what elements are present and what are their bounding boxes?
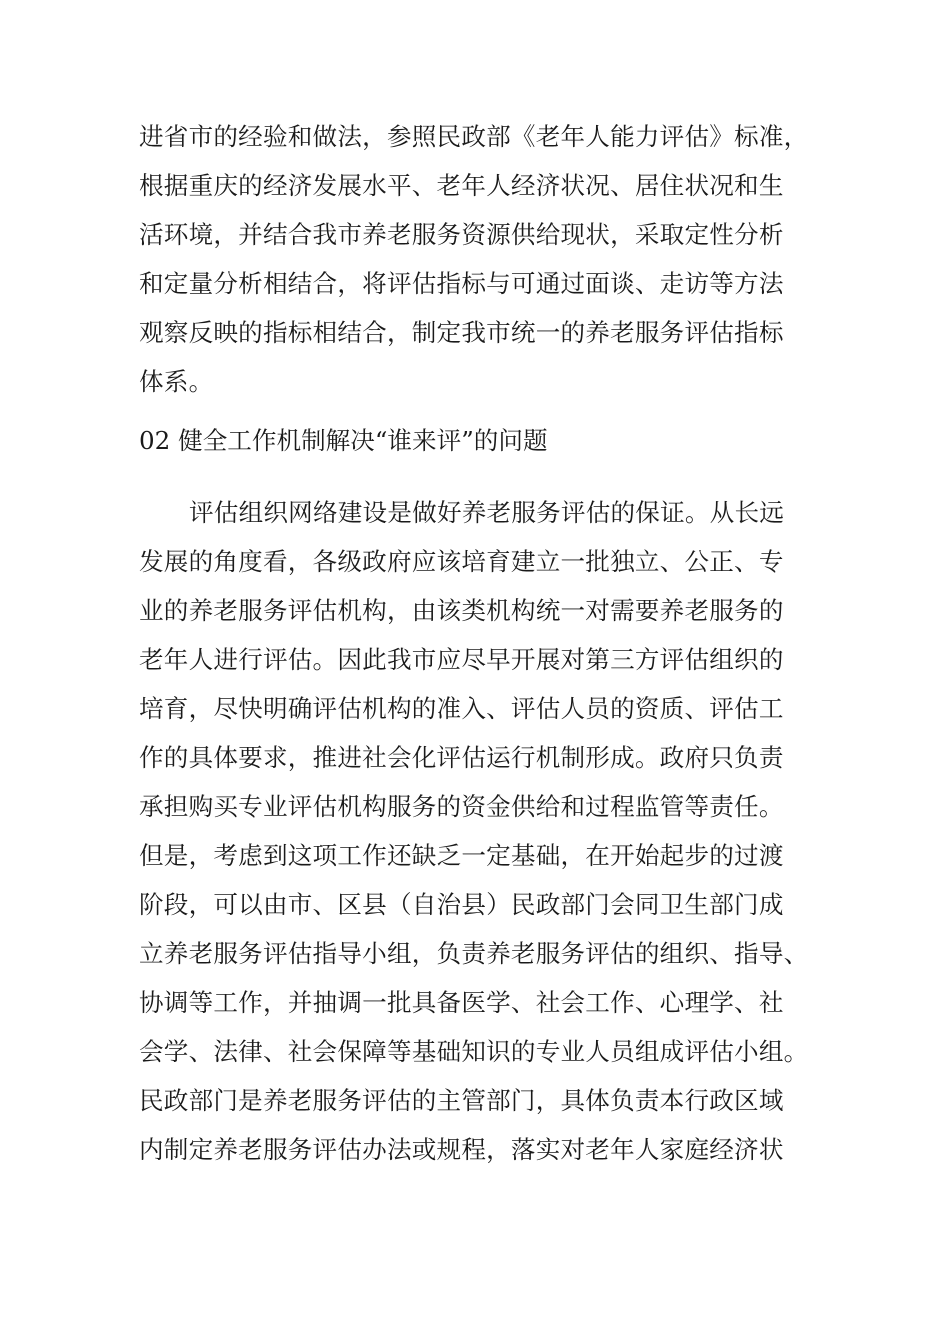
paragraph-line: 发展的角度看，各级政府应该培育建立一批独立、公正、专 (139, 547, 784, 576)
paragraph-line: 和定量分析相结合，将评估指标与可通过面谈、走访等方法 (139, 269, 784, 298)
paragraph-line: 承担购买专业评估机构服务的资金供给和过程监管等责任。 (139, 792, 784, 821)
paragraph-line: 会学、法律、社会保障等基础知识的专业人员组成评估小组。 (139, 1037, 809, 1066)
paragraph-line: 根据重庆的经济发展水平、老年人经济状况、居住状况和生 (139, 171, 784, 200)
paragraph-line: 阶段，可以由市、区县（自治县）民政部门会同卫生部门成 (139, 890, 784, 919)
paragraph-line: 协调等工作，并抽调一批具备医学、社会工作、心理学、社 (139, 988, 784, 1017)
paragraph-line: 作的具体要求，推进社会化评估运行机制形成。政府只负责 (139, 743, 784, 772)
paragraph-line: 活环境，并结合我市养老服务资源供给现状，采取定性分析 (139, 220, 784, 249)
paragraph-work-mechanism (139, 488, 829, 1174)
paragraph-line: 体系。 (139, 367, 214, 396)
paragraph-line: 观察反映的指标相结合，制定我市统一的养老服务评估指标 (139, 318, 784, 347)
paragraph-evaluation-standard (139, 112, 829, 406)
paragraph-line: 民政部门是养老服务评估的主管部门，具体负责本行政区域 (139, 1086, 784, 1115)
paragraph-line: 进省市的经验和做法，参照民政部《老年人能力评估》标准， (139, 122, 809, 151)
section-heading: 02 健全工作机制解决“谁来评”的问题 (139, 426, 548, 455)
paragraph-line: 老年人进行评估。因此我市应尽早开展对第三方评估组织的 (139, 645, 784, 674)
paragraph-line: 内制定养老服务评估办法或规程，落实对老年人家庭经济状 (139, 1135, 784, 1164)
paragraph-line: 但是，考虑到这项工作还缺乏一定基础，在开始起步的过渡 (139, 841, 784, 870)
paragraph-line: 培育，尽快明确评估机构的准入、评估人员的资质、评估工 (139, 694, 784, 723)
paragraph-line: 立养老服务评估指导小组，负责养老服务评估的组织、指导、 (139, 939, 809, 968)
paragraph-line: 业的养老服务评估机构，由该类机构统一对需要养老服务的 (139, 596, 784, 625)
paragraph-line: 评估组织网络建设是做好养老服务评估的保证。从长远 (189, 498, 785, 527)
